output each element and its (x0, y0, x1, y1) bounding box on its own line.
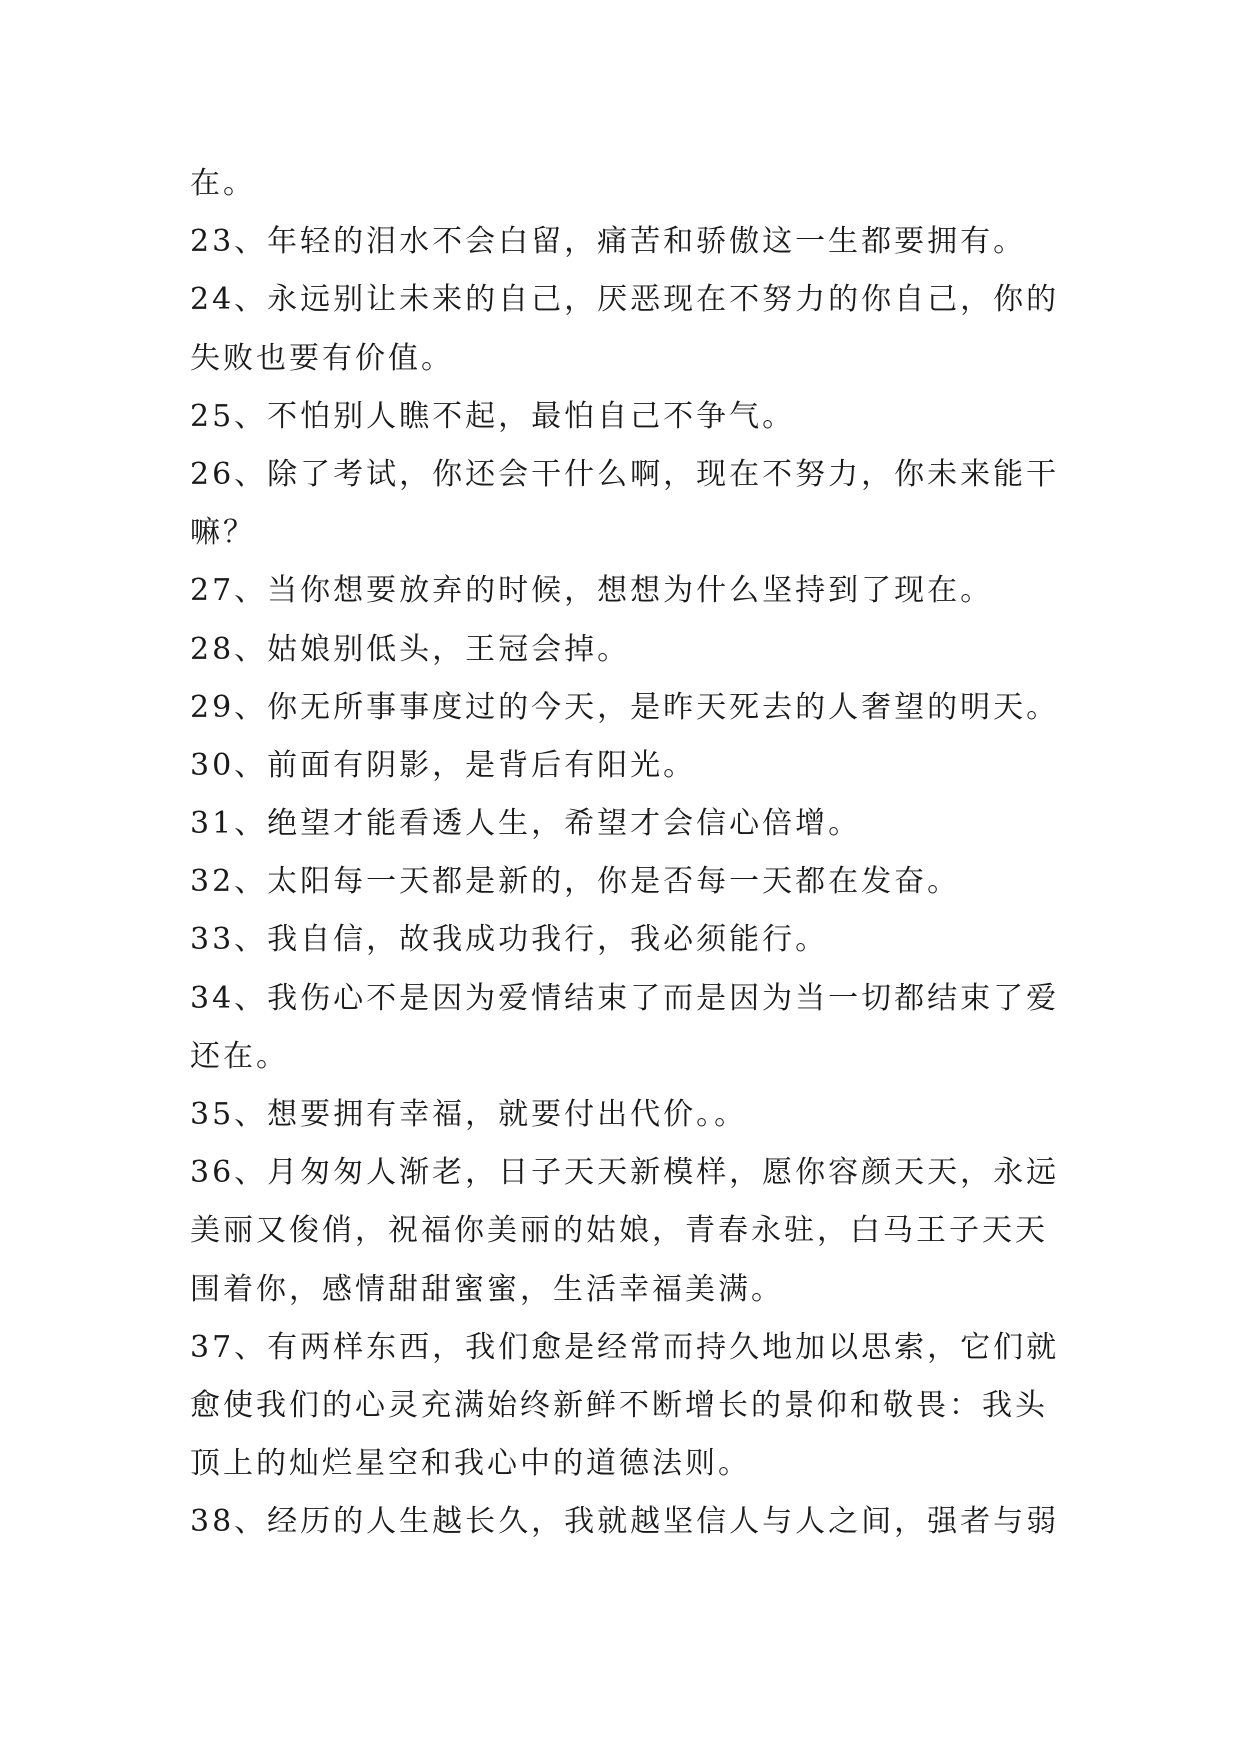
text-line: 36、月匆匆人渐老，日子天天新模样，愿你容颜天天，永远 (190, 1155, 1060, 1191)
text-line: 还在。 (190, 1038, 289, 1074)
text-line: 28、姑娘别低头，王冠会掉。 (190, 631, 631, 667)
text-line: 34、我伤心不是因为爱情结束了而是因为当一切都结束了爱 (190, 980, 1060, 1016)
text-line: 29、你无所事事度过的今天，是昨天死去的人奢望的明天。 (190, 689, 1060, 725)
text-line: 27、当你想要放弃的时候，想想为什么坚持到了现在。 (190, 573, 994, 609)
text-line: 30、前面有阴影，是背后有阳光。 (190, 747, 697, 783)
text-line: 32、太阳每一天都是新的，你是否每一天都在发奋。 (190, 864, 961, 900)
text-line: 23、年轻的泪水不会白留，痛苦和骄傲这一生都要拥有。 (190, 224, 1027, 260)
text-line: 愈使我们的心灵充满始终新鲜不断增长的景仰和敬畏：我头 (190, 1387, 1048, 1423)
text-line: 顶上的灿烂星空和我心中的道德法则。 (190, 1446, 751, 1482)
text-line: 围着你，感情甜甜蜜蜜，生活幸福美满。 (190, 1271, 784, 1307)
text-line: 35、想要拥有幸福，就要付出代价。。 (190, 1097, 748, 1132)
text-line: 26、除了考试，你还会干什么啊，现在不努力，你未来能干 (190, 456, 1060, 492)
text-line: 在。 (190, 166, 256, 201)
text-line: 25、不怕别人瞧不起，最怕自己不争气。 (190, 398, 796, 434)
document-body (190, 162, 1090, 1559)
text-line: 嘛？ (190, 515, 256, 551)
text-line: 失败也要有价值。 (190, 340, 454, 376)
text-line: 37、有两样东西，我们愈是经常而持久地加以思索，它们就 (190, 1329, 1060, 1365)
text-line: 31、绝望才能看透人生，希望才会信心倍增。 (190, 806, 862, 842)
text-line: 38、经历的人生越长久，我就越坚信人与人之间，强者与弱 (190, 1504, 1060, 1540)
text-line: 33、我自信，故我成功我行，我必须能行。 (190, 922, 829, 958)
text-line: 美丽又俊俏，祝福你美丽的姑娘，青春永驻，白马王子天天 (190, 1213, 1048, 1249)
text-line: 24、永远别让未来的自己，厌恶现在不努力的你自己，你的 (190, 282, 1060, 318)
